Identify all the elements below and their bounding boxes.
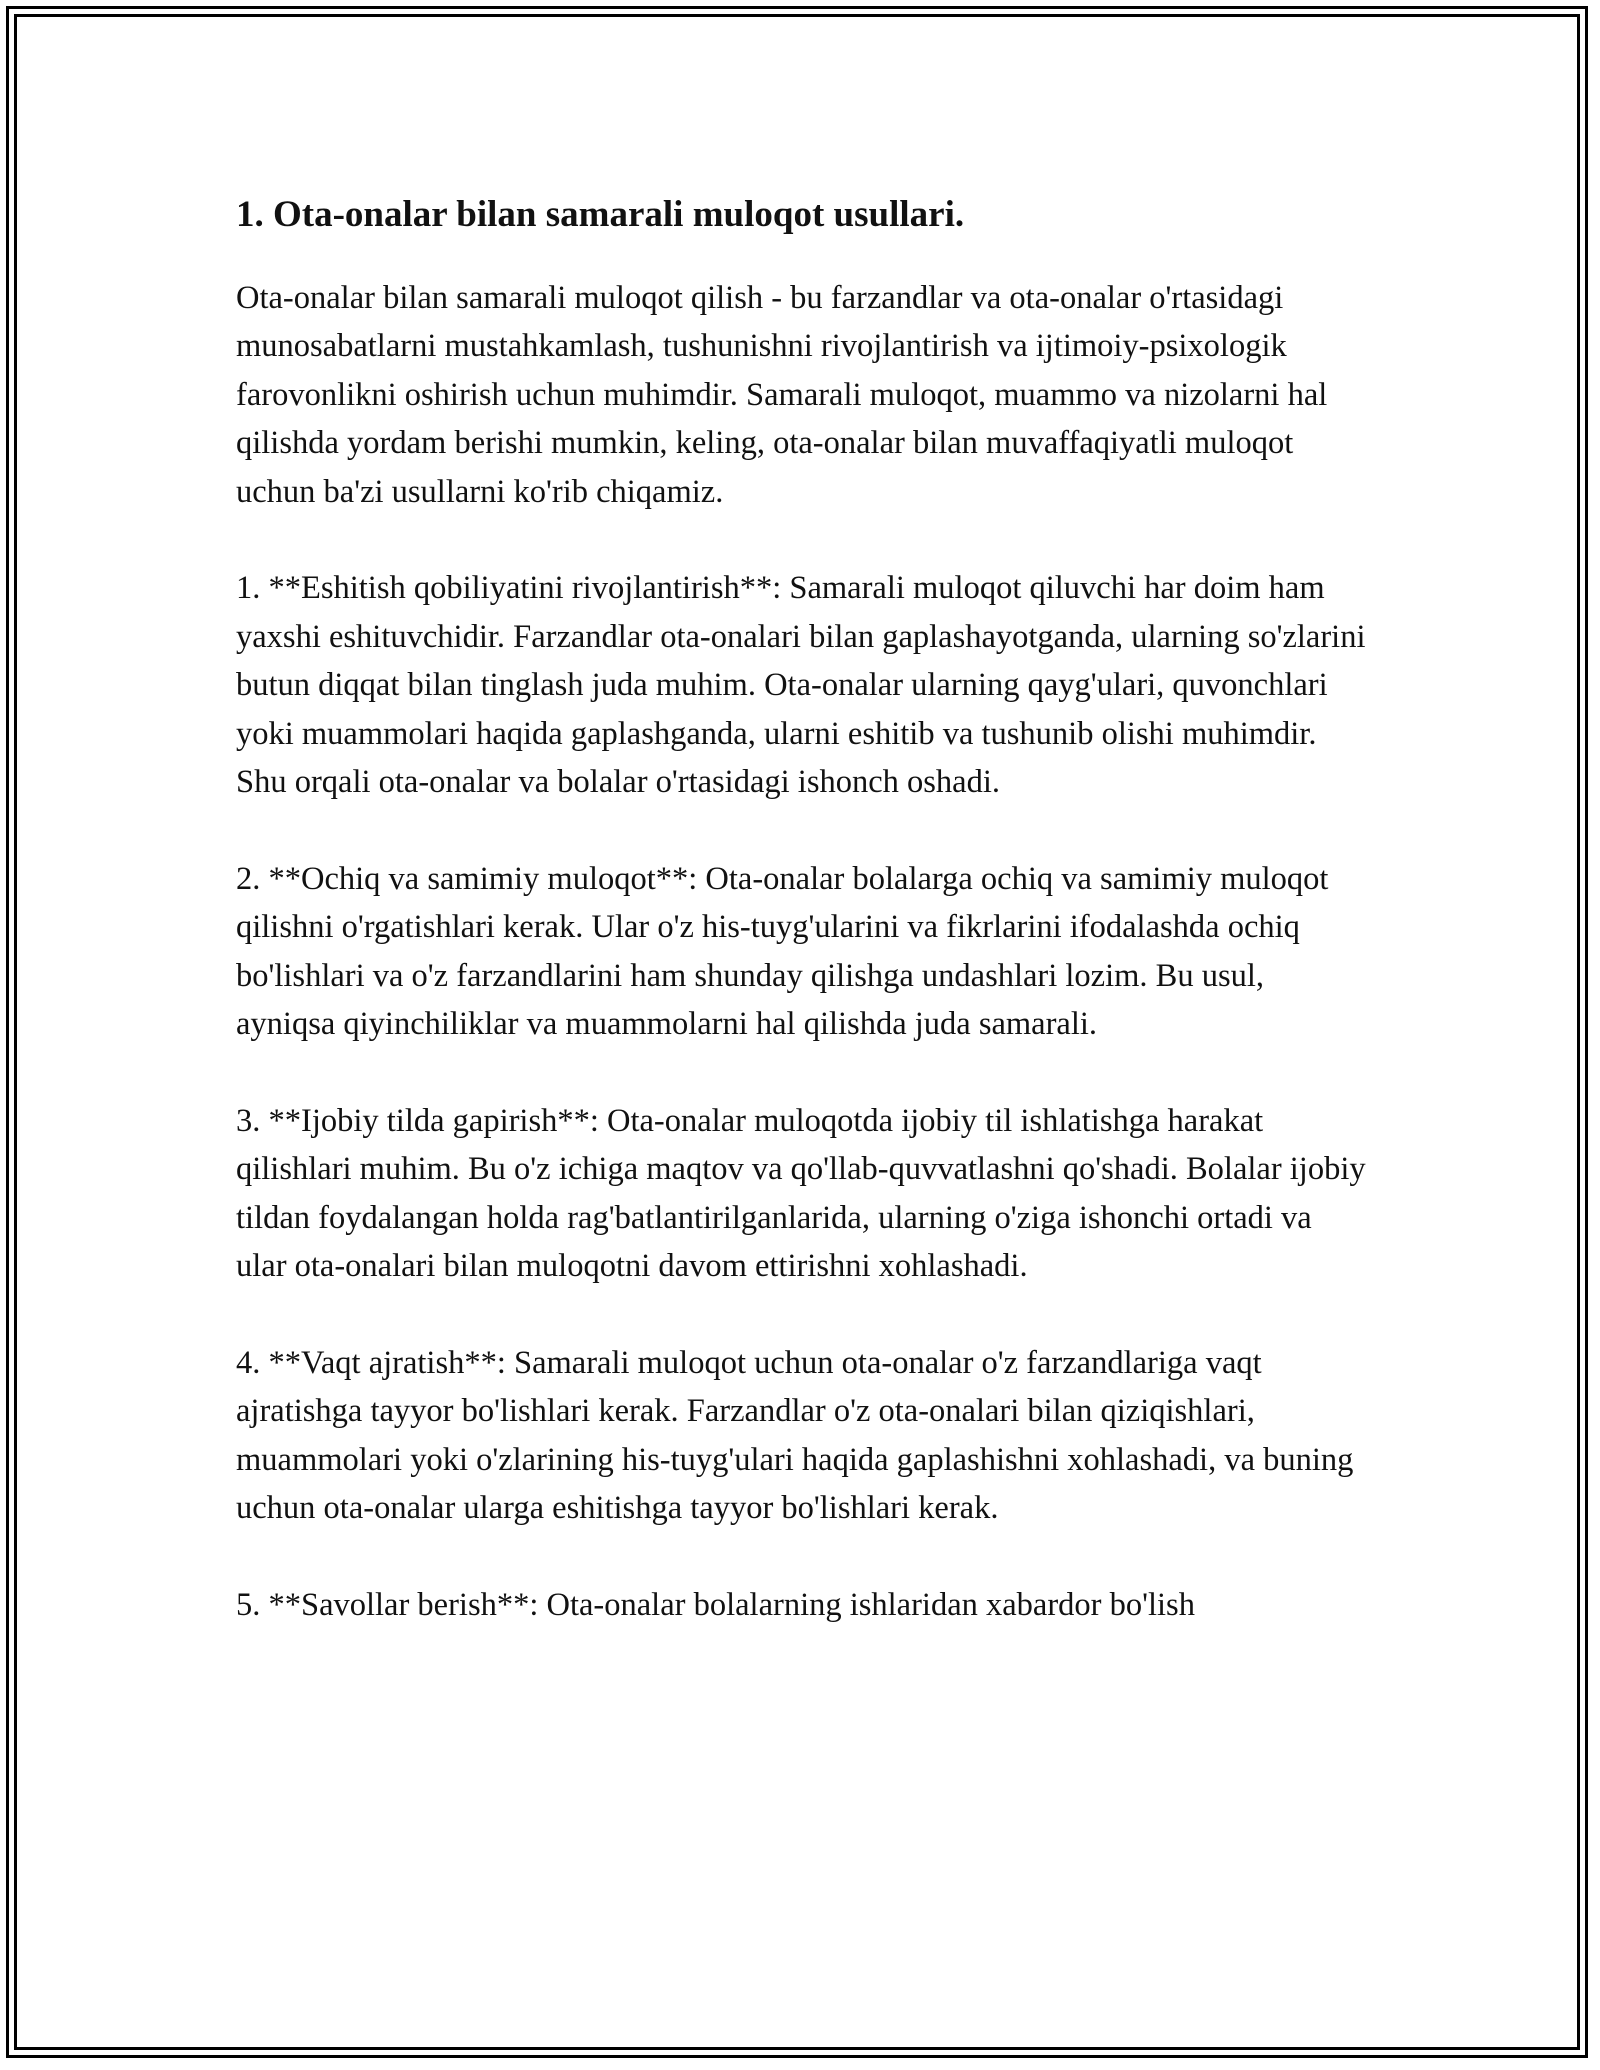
list-item-1-paragraph: 1. **Eshitish qobiliyatini rivojlantirish**: Samarali muloqot qiluvchi har doim ham yaxshi eshituvchidir. Farzandlar ota-onalari bilan gaplashayotganda, ularning so'zlarini butun diqqat bilan tinglash juda muhim. Ota-onalar ularning qayg'ulari, quvonchlari yoki muammolari haqida gaplashganda, ularni eshitib va tushunib olishi muhimdir. Shu orqali ota-onalar va bolalar o'rtasidagi ishonch oshadi. [236, 570, 1366, 801]
document-body [236, 186, 1366, 1629]
intro-paragraph: Ota-onalar bilan samarali muloqot qilish - bu farzandlar va ota-onalar o'rtasidagi munosabatlarni mustahkamlash, tushunishni rivojlantirish va ijtimoiy-psixologik farovonlikni oshirish uchun muhimdir. Samarali muloqot, muammo va nizolarni hal qilishda yordam berishi mumkin, keling, ota-onalar bilan muvaffaqiyatli muloqot uchun ba'zi usullarni ko'rib chiqamiz. [236, 280, 1328, 510]
page-title: 1. Ota-onalar bilan samarali muloqot usullari. [236, 194, 965, 235]
list-item-2-paragraph: 2. **Ochiq va samimiy muloqot**: Ota-onalar bolalarga ochiq va samimiy muloqot qilishni o'rgatishlari kerak. Ular o'z his-tuyg'ularini va fikrlarini ifodalashda ochiq bo'lishlari va o'z farzandlarini ham shunday qilishga undashlari lozim. Bu usul, ayniqsa qiyinchiliklar va muammolarni hal qilishda juda samarali. [236, 860, 1329, 1043]
list-item-5-paragraph: 5. **Savollar berish**: Ota-onalar bolalarning ishlaridan xabardor bo'lish [236, 1586, 1195, 1623]
list-item-4-paragraph: 4. **Vaqt ajratish**: Samarali muloqot uchun ota-onalar o'z farzandlariga vaqt ajratishga tayyor bo'lishlari kerak. Farzandlar o'z ota-onalari bilan qiziqishlari, muammolari yoki o'zlarining his-tuyg'ulari haqida gaplashishni xohlashadi, va buning uchun ota-onalar ularga eshitishga tayyor bo'lishlari kerak. [236, 1344, 1354, 1527]
list-item-3-paragraph: 3. **Ijobiy tilda gapirish**: Ota-onalar muloqotda ijobiy til ishlatishga harakat qilishlari muhim. Bu o'z ichiga maqtov va qo'llab-quvvatlashni qo'shadi. Bolalar ijobiy tildan foydalangan holda rag'batlantirilganlarida, ularning o'ziga ishonchi ortadi va ular ota-onalari bilan muloqotni davom ettirishni xohlashadi. [236, 1102, 1366, 1285]
